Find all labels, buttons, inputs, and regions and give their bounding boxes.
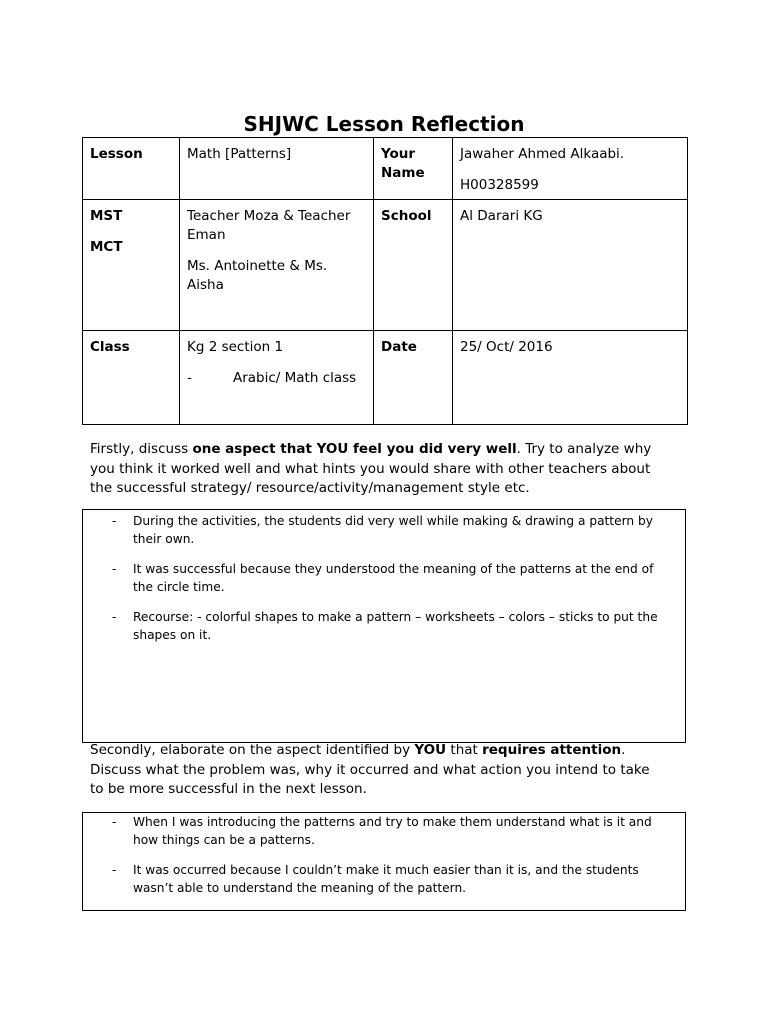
bullet-dash: - bbox=[112, 815, 117, 829]
prompt2-pre: Secondly, elaborate on the aspect identified by bbox=[90, 742, 415, 758]
date-label: Date bbox=[374, 331, 453, 425]
class-cell bbox=[180, 331, 374, 425]
answer1-item-text: During the activities, the students did very well while making & drawing a pattern by their own. bbox=[133, 514, 653, 546]
name-value: Jawaher Ahmed Alkaabi. bbox=[460, 146, 625, 162]
mentor-values-cell bbox=[180, 200, 374, 331]
lesson-label: Lesson bbox=[83, 138, 180, 200]
mst-label: MST bbox=[90, 208, 123, 224]
list-item bbox=[83, 560, 685, 596]
list-item bbox=[83, 512, 685, 548]
answer1-item-text: Recourse: - colorful shapes to make a pattern – worksheets – colors – sticks to put the shapes on it. bbox=[133, 610, 658, 642]
bullet-dash: - bbox=[112, 562, 117, 576]
prompt1-bold: one aspect that YOU feel you did very well bbox=[192, 441, 517, 457]
mentor-labels-cell bbox=[83, 200, 180, 331]
mct-label: MCT bbox=[90, 239, 123, 255]
answer2-item-text: It was occurred because I couldn’t make it much easier than it is, and the students wasn’t able to understand the meaning of the pattern. bbox=[133, 863, 639, 895]
list-item bbox=[83, 813, 685, 849]
school-label: School bbox=[374, 200, 453, 331]
prompt1-pre: Firstly, discuss bbox=[90, 441, 193, 457]
prompt1-post: . Try to analyze why you think it worked well and what hints you would share with other teachers about the successful strategy/ resource/activity/management style etc. bbox=[90, 441, 652, 496]
prompt2-bold-you: YOU bbox=[414, 742, 447, 758]
class-sub-row bbox=[187, 369, 366, 388]
table-row bbox=[83, 331, 688, 425]
mct-value: Ms. Antoinette & Ms. Aisha bbox=[187, 258, 328, 293]
lesson-value: Math [Patterns] bbox=[180, 138, 374, 200]
answer1-list bbox=[83, 512, 685, 644]
lesson-info-table bbox=[82, 137, 688, 425]
page-title: SHJWC Lesson Reflection bbox=[243, 112, 525, 136]
class-sub: Arabic/ Math class bbox=[233, 370, 357, 386]
school-value: Al Darari KG bbox=[453, 200, 688, 331]
prompt-requires-attention bbox=[90, 741, 650, 800]
student-id: H00328599 bbox=[460, 177, 539, 193]
answer1-item-text: It was successful because they understood the meaning of the patterns at the end of the circle time. bbox=[133, 562, 654, 594]
date-value: 25/ Oct/ 2016 bbox=[453, 331, 688, 425]
class-label: Class bbox=[83, 331, 180, 425]
prompt2-post: . Discuss what the problem was, why it occurred and what action you intend to take to be more successful in the next lesson. bbox=[90, 742, 650, 797]
class-value: Kg 2 section 1 bbox=[187, 339, 284, 355]
answer-box-did-well bbox=[82, 509, 686, 743]
bullet-dash: - bbox=[112, 514, 117, 528]
answer-box-requires-attention bbox=[82, 812, 686, 911]
answer2-item-text: When I was introducing the patterns and try to make them understand what is it and how things can be a patterns. bbox=[133, 815, 652, 847]
class-dash: - bbox=[187, 370, 192, 386]
list-item bbox=[83, 608, 685, 644]
bullet-dash: - bbox=[112, 863, 117, 877]
table-row bbox=[83, 200, 688, 331]
name-label: Your Name bbox=[374, 138, 453, 200]
answer2-list bbox=[83, 813, 685, 897]
name-cell bbox=[453, 138, 688, 200]
prompt-did-well bbox=[90, 440, 670, 499]
bullet-dash: - bbox=[112, 610, 117, 624]
mst-value: Teacher Moza & Teacher Eman bbox=[187, 208, 351, 243]
prompt2-mid: that bbox=[446, 742, 483, 758]
table-row bbox=[83, 138, 688, 200]
list-item bbox=[83, 861, 685, 897]
prompt2-bold-attention: requires attention bbox=[482, 742, 622, 758]
